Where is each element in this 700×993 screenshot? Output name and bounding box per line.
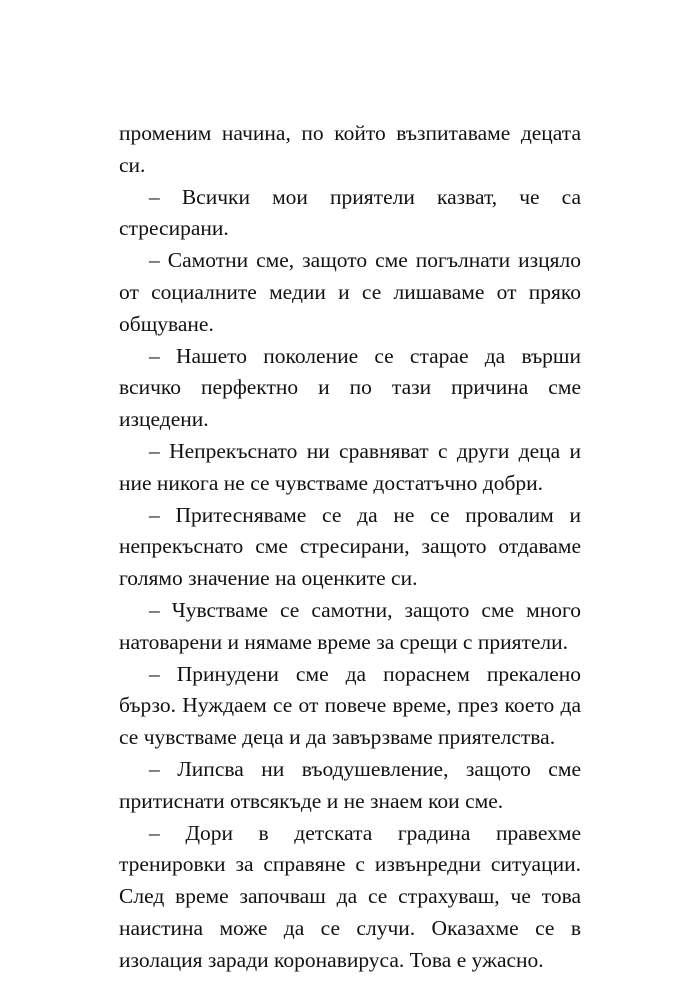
paragraph: – Притесняваме се да не се провалим и непрекъснато сме стресирани, защото отдаваме голямо значение на оценките си. <box>119 502 581 591</box>
paragraph: – Принудени сме да пораснем прекалено бързо. Нуждаем се от повече време, през което да се чувстваме деца и да завързваме приятелства. <box>119 661 581 750</box>
paragraph: – Непрекъснато ни сравняват с други деца и ние никога не се чувстваме достатъчно добри. <box>119 438 581 495</box>
paragraph: – Нашето поколение се старае да върши всичко перфектно и по тази причина сме изцедени. <box>119 343 581 432</box>
paragraph: променим начина, по който възпитаваме децата си. <box>119 121 581 177</box>
body-text <box>119 118 581 977</box>
paragraph: – Дори в детската градина правехме тренировки за справяне с извънредни ситуации. След време започваш да се страхуваш, че това наистина може да се случи. Оказахме се в изолация заради коронавируса. Това е ужасно. <box>119 820 581 972</box>
paragraph: – Липсва ни въодушевление, защото сме притиснати отвсякъде и не знаем кои сме. <box>119 756 581 813</box>
paragraph: – Самотни сме, защото сме погълнати изцяло от социалните медии и се лишаваме от пряко общуване. <box>119 248 581 336</box>
paragraph: – Всички мои приятели казват, че са стресирани. <box>119 184 581 241</box>
paragraph: – Чувстваме се самотни, защото сме много натоварени и нямаме време за срещи с приятели. <box>119 597 581 654</box>
